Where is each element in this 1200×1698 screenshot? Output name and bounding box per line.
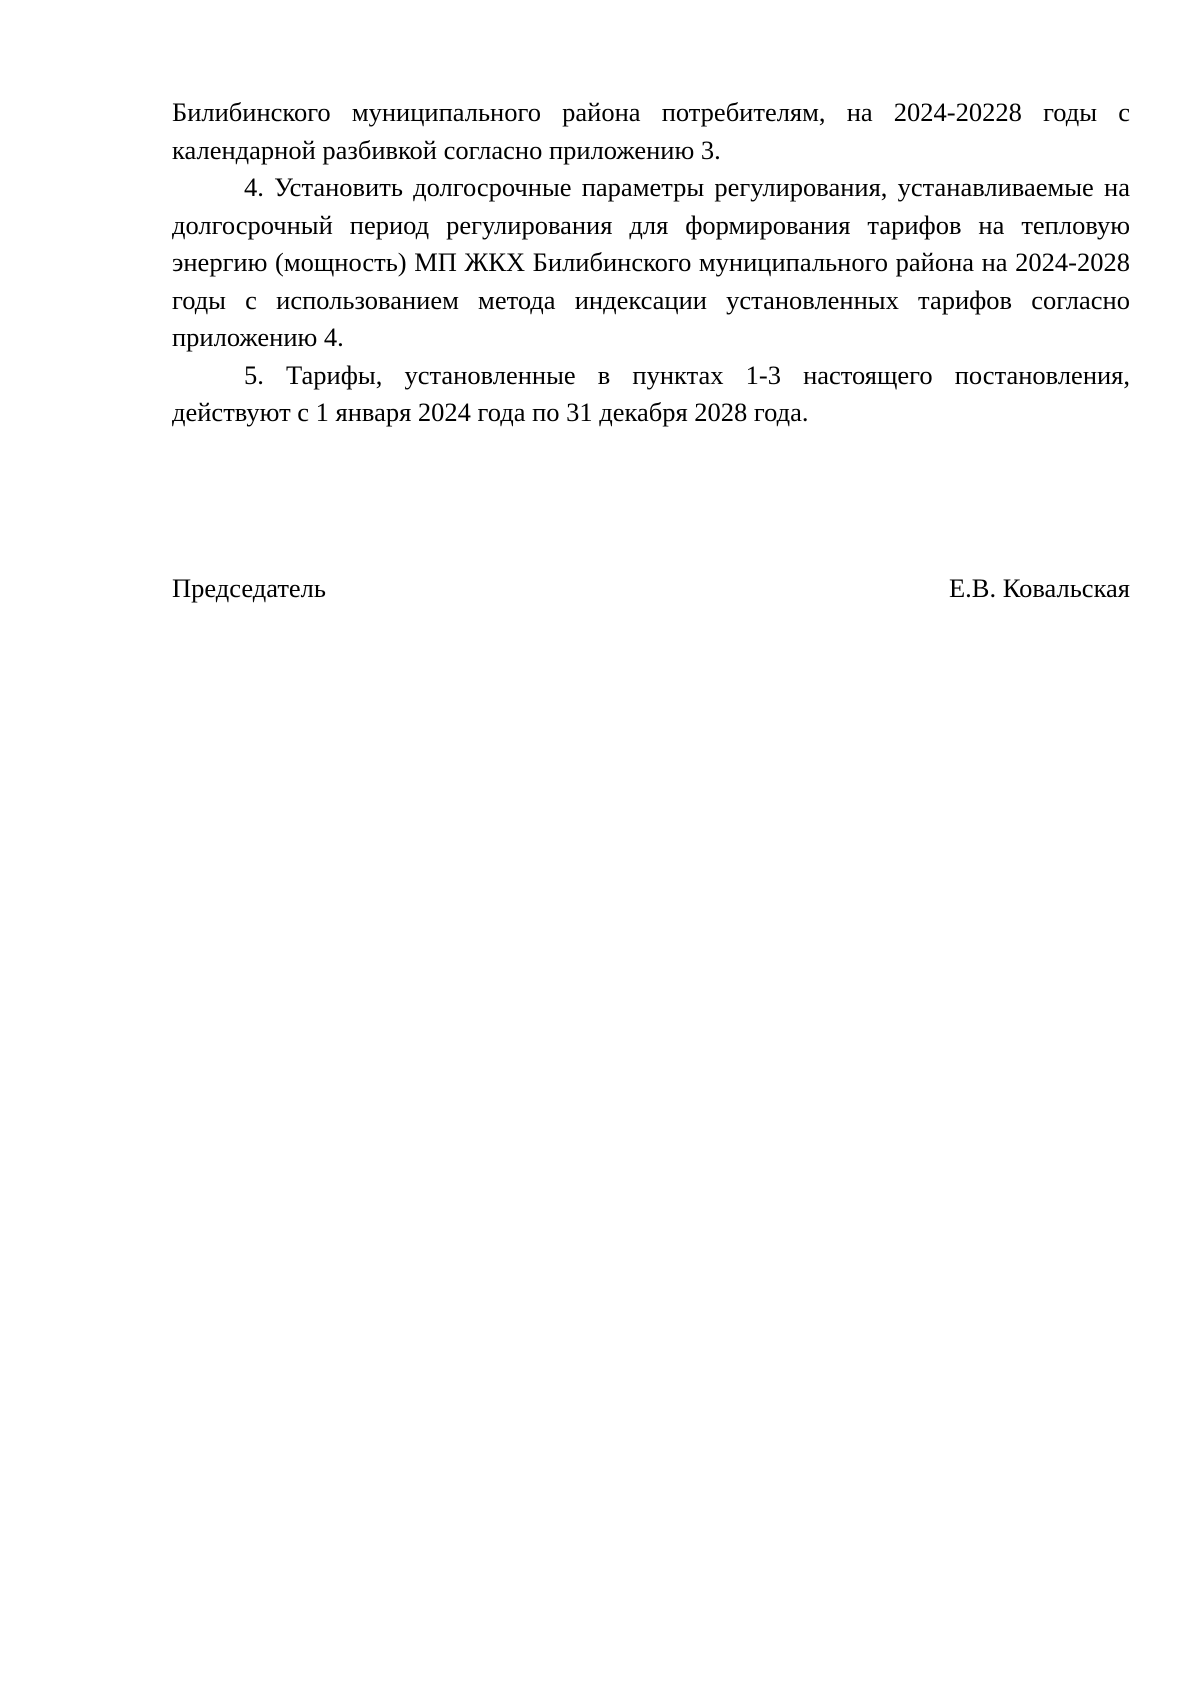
document-body [172, 94, 1130, 432]
signatory-title: Председатель [172, 573, 326, 603]
paragraph-item-4: 4. Установить долгосрочные параметры регулирования, устанавливаемые на долгосрочный период регулирования для формирования тарифов на тепловую энергию (мощность) МП ЖКХ Билибинского муниципального района на 2024-2028 годы с использованием метода индексации установленных тарифов согласно приложению 4. [172, 172, 1130, 352]
signatory-name: Е.В. Ковальская [949, 573, 1130, 603]
paragraph-item-5: 5. Тарифы, установленные в пунктах 1-3 настоящего постановления, действуют с 1 января 2024 года по 31 декабря 2028 года. [172, 359, 1130, 427]
signature-block [172, 570, 1130, 608]
paragraph-continuation: Билибинского муниципального района потребителям, на 2024-20228 годы с календарной разбивкой согласно приложению 3. [172, 97, 1130, 165]
